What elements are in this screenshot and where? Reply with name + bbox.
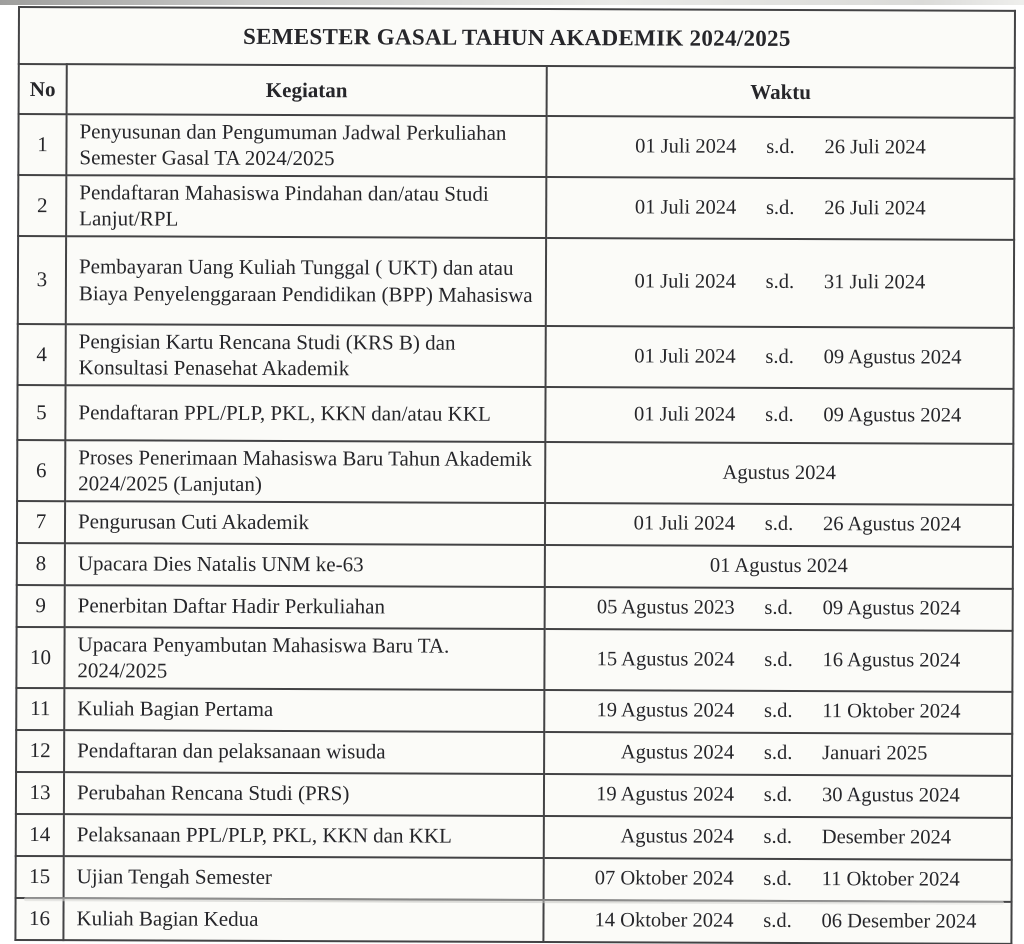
start-date: 01 Juli 2024 <box>634 345 736 368</box>
activity-name: Pelaksanaan PPL/PLP, PKL, KKN dan KKL <box>64 814 544 858</box>
date-range <box>544 774 1012 818</box>
end-date: 09 Agustus 2024 <box>823 403 962 427</box>
start-date: 05 Agustus 2023 <box>596 596 735 619</box>
page-title: SEMESTER GASAL TAHUN AKADEMIK 2024/2025 <box>19 7 1015 68</box>
table-row <box>17 385 1013 444</box>
end-date: Desember 2024 <box>821 826 952 849</box>
range-separator: s.d. <box>763 783 793 807</box>
range-separator: s.d. <box>763 741 793 765</box>
end-date: 11 Oktober 2024 <box>821 868 960 891</box>
single-date: 01 Agustus 2024 <box>709 554 848 578</box>
table-row <box>16 730 1012 776</box>
table-row <box>16 627 1012 692</box>
activity-name: Ujian Tengah Semester <box>64 856 544 900</box>
activity-name: Penerbitan Daftar Hadir Perkuliahan <box>65 585 545 629</box>
end-date: 09 Agustus 2024 <box>822 597 961 620</box>
activity-name: Perubahan Rencana Studi (PRS) <box>64 772 544 816</box>
end-date: 11 Oktober 2024 <box>822 700 961 723</box>
row-number: 15 <box>16 856 64 898</box>
table-row <box>16 856 1012 902</box>
table-row <box>16 772 1012 818</box>
range-separator: s.d. <box>763 825 793 849</box>
table-row <box>17 440 1013 505</box>
row-number: 9 <box>17 585 65 627</box>
activity-name: Pembayaran Uang Kuliah Tunggal ( UKT) dan atau Biaya Penyelenggaraan Pendidikan (BPP) Mahasiswa <box>66 236 546 326</box>
table-row <box>18 175 1014 240</box>
range-separator: s.d. <box>765 403 794 426</box>
date-range <box>544 858 1012 902</box>
row-number: 7 <box>17 501 65 543</box>
activity-name: Upacara Penyambutan Mahasiswa Baru TA. 2024/2025 <box>64 627 544 690</box>
table-row <box>17 585 1013 631</box>
date-single <box>545 545 1013 589</box>
range-separator: s.d. <box>765 271 795 294</box>
table-title-row <box>19 7 1015 68</box>
end-date: 26 Agustus 2024 <box>822 513 961 536</box>
range-separator: s.d. <box>765 196 795 219</box>
date-range <box>546 326 1014 389</box>
start-date: 01 Juli 2024 <box>633 512 736 535</box>
table-row <box>16 688 1012 734</box>
column-header-no: No <box>19 64 67 114</box>
column-header-waktu: Waktu <box>547 66 1015 118</box>
table-row <box>18 114 1014 179</box>
date-range <box>545 387 1013 444</box>
row-number: 5 <box>17 385 65 440</box>
table-row <box>15 898 1011 944</box>
range-separator: s.d. <box>765 345 794 368</box>
activity-name: Pengisian Kartu Rencana Studi (KRS B) dan Konsultasi Penasehat Akademik <box>66 324 546 387</box>
start-date: Agustus 2024 <box>620 825 734 848</box>
date-range <box>545 587 1013 631</box>
activity-name: Kuliah Bagian Kedua <box>63 898 543 942</box>
end-date: 16 Agustus 2024 <box>822 648 961 672</box>
row-number: 16 <box>15 898 63 940</box>
row-number: 6 <box>17 440 65 501</box>
activity-name: Pendaftaran PPL/PLP, PKL, KKN dan/atau KKL <box>65 385 545 442</box>
scan-edge-artifact-top <box>0 0 1024 5</box>
end-date: 26 Juli 2024 <box>824 136 926 159</box>
table-row <box>16 814 1012 860</box>
end-date: 31 Juli 2024 <box>823 271 926 294</box>
activity-name: Penyusunan dan Pengumuman Jadwal Perkuliahan Semester Gasal TA 2024/2025 <box>66 114 546 177</box>
start-date: Agustus 2024 <box>620 741 735 764</box>
range-separator: s.d. <box>764 596 793 620</box>
column-header-kegiatan: Kegiatan <box>67 64 547 116</box>
range-separator: s.d. <box>764 512 794 536</box>
row-number: 10 <box>16 627 64 688</box>
end-date: Januari 2025 <box>822 742 928 765</box>
row-number: 3 <box>18 236 66 324</box>
start-date: 15 Agustus 2024 <box>596 647 735 671</box>
date-range <box>544 816 1012 860</box>
date-range <box>546 116 1014 179</box>
activity-name: Kuliah Bagian Pertama <box>64 688 544 732</box>
end-date: 09 Agustus 2024 <box>823 345 962 369</box>
date-range <box>546 177 1014 240</box>
date-range <box>545 503 1013 547</box>
start-date: 01 Juli 2024 <box>634 196 737 219</box>
end-date: 30 Agustus 2024 <box>821 784 960 807</box>
row-number: 4 <box>18 324 66 385</box>
date-single <box>545 442 1013 505</box>
date-range <box>543 900 1011 944</box>
row-number: 12 <box>16 730 64 772</box>
range-separator: s.d. <box>763 909 792 933</box>
date-range <box>544 732 1012 776</box>
end-date: 26 Juli 2024 <box>824 196 926 220</box>
row-number: 8 <box>17 543 65 585</box>
date-range <box>546 238 1014 328</box>
activity-name: Proses Penerimaan Mahasiswa Baru Tahun Akademik 2024/2025 (Lanjutan) <box>65 440 545 503</box>
activity-name: Pengurusan Cuti Akademik <box>65 501 545 545</box>
date-range <box>544 629 1012 692</box>
row-number: 14 <box>16 814 64 856</box>
academic-calendar-table <box>14 6 1016 944</box>
table-row <box>18 324 1014 389</box>
table-header-row <box>19 64 1015 118</box>
table-row <box>18 236 1014 328</box>
activity-name: Upacara Dies Natalis UNM ke-63 <box>65 543 545 587</box>
table-row <box>17 543 1013 589</box>
row-number: 11 <box>16 688 64 730</box>
table-row <box>17 501 1013 547</box>
start-date: 01 Juli 2024 <box>635 135 737 158</box>
start-date: 14 Oktober 2024 <box>594 909 734 932</box>
start-date: 19 Agustus 2024 <box>596 783 735 806</box>
end-date: 06 Desember 2024 <box>821 910 977 933</box>
scanned-page <box>14 6 1014 944</box>
activity-name: Pendaftaran dan pelaksanaan wisuda <box>64 730 544 774</box>
row-number: 2 <box>18 175 66 236</box>
range-separator: s.d. <box>763 867 792 891</box>
single-date: Agustus 2024 <box>722 461 836 484</box>
start-date: 01 Juli 2024 <box>634 403 736 426</box>
start-date: 01 Juli 2024 <box>634 270 736 294</box>
date-range <box>544 690 1012 734</box>
row-number: 1 <box>18 114 66 175</box>
row-number: 13 <box>16 772 64 814</box>
range-separator: s.d. <box>766 135 795 158</box>
start-date: 19 Agustus 2024 <box>596 699 735 722</box>
activity-name: Pendaftaran Mahasiswa Pindahan dan/atau Studi Lanjut/RPL <box>66 175 546 238</box>
start-date: 07 Oktober 2024 <box>594 867 734 890</box>
range-separator: s.d. <box>764 648 793 671</box>
range-separator: s.d. <box>764 699 793 723</box>
